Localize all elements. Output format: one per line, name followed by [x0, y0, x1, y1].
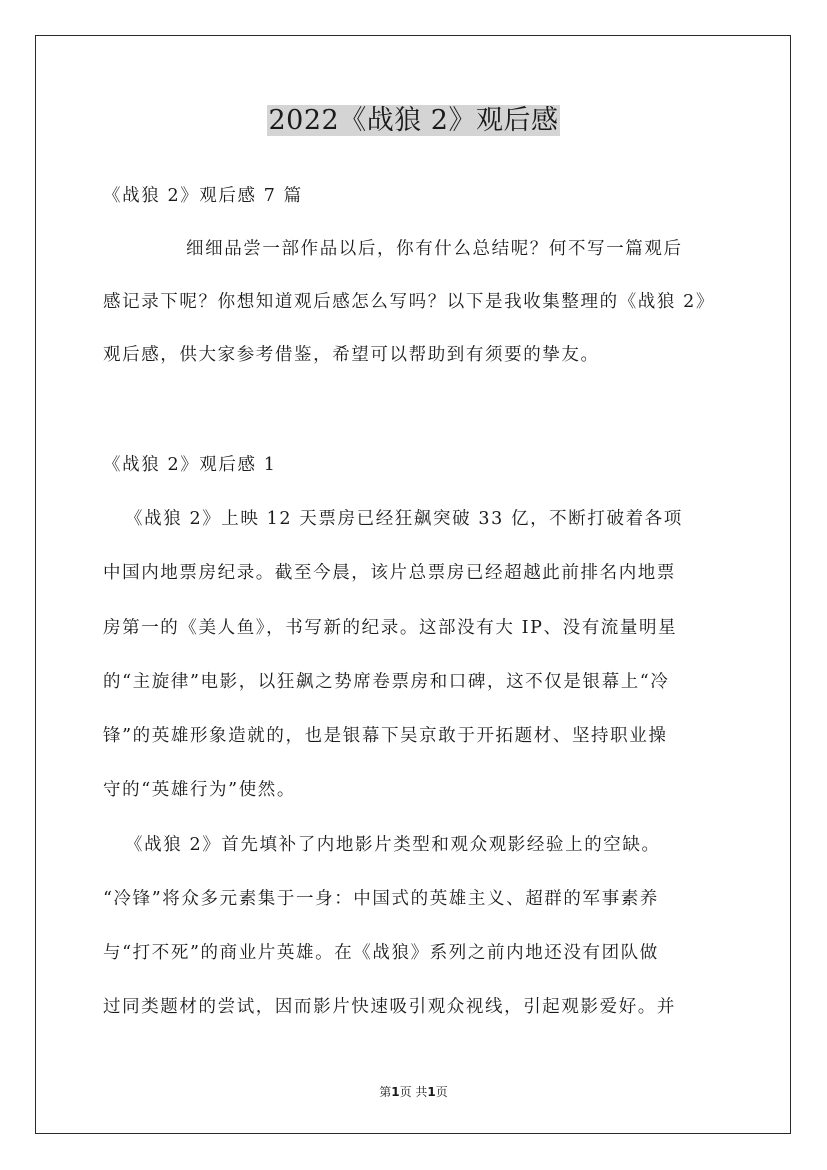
- paragraph-line: 与“打不死”的商业片英雄。在《战狼》系列之前内地还没有团队做: [103, 943, 659, 963]
- subtitle: 《战狼 2》观后感 7 篇: [103, 186, 303, 206]
- page-footer: [0, 1083, 827, 1100]
- intro-line: 观后感，供大家参考借鉴，希望可以帮助到有须要的挚友。: [103, 345, 600, 365]
- paragraph-line: 的“主旋律”电影，以狂飙之势席卷票房和口碑，这不仅是银幕上“冷: [103, 672, 670, 692]
- intro-line: 感记录下呢？你想知道观后感怎么写吗？以下是我收集整理的《战狼 2》: [103, 292, 715, 312]
- paragraph-line: 中国内地票房纪录。截至今晨，该片总票房已经超越此前排名内地票: [103, 563, 676, 583]
- paragraph-line: 守的“英雄行为”使然。: [103, 780, 296, 800]
- paragraph-line: 房第一的《美人鱼》，书写新的纪录。这部没有大 IP、没有流量明星: [103, 618, 678, 638]
- paragraph-line: 《战狼 2》上映 12 天票房已经狂飙突破 33 亿，不断打破着各项: [125, 509, 683, 529]
- paragraph-line: 《战狼 2》首先填补了内地影片类型和观众观影经验上的空缺。: [125, 835, 661, 855]
- intro-line: 细细品尝一部作品以后，你有什么总结呢？何不写一篇观后: [186, 239, 683, 259]
- document-title: [0, 101, 827, 141]
- footer-page-current: 1: [391, 1085, 400, 1099]
- paragraph-line: 锋”的英雄形象造就的，也是银幕下吴京敢于开拓题材、坚持职业操: [103, 726, 668, 746]
- footer-mid: 页 共: [399, 1085, 428, 1099]
- paragraph-line: 过同类题材的尝试，因而影片快速吸引观众视线，引起观影爱好。并: [103, 997, 676, 1017]
- footer-suffix: 页: [435, 1085, 448, 1099]
- paragraph-line: “冷锋”将众多元素集于一身：中国式的英雄主义、超群的军事素养: [103, 889, 659, 909]
- footer-page-total: 1: [427, 1085, 436, 1099]
- document-title-text: 2022《战狼 2》观后感: [268, 105, 559, 136]
- footer-prefix: 第: [379, 1085, 392, 1099]
- section-heading: 《战狼 2》观后感 1: [103, 455, 277, 475]
